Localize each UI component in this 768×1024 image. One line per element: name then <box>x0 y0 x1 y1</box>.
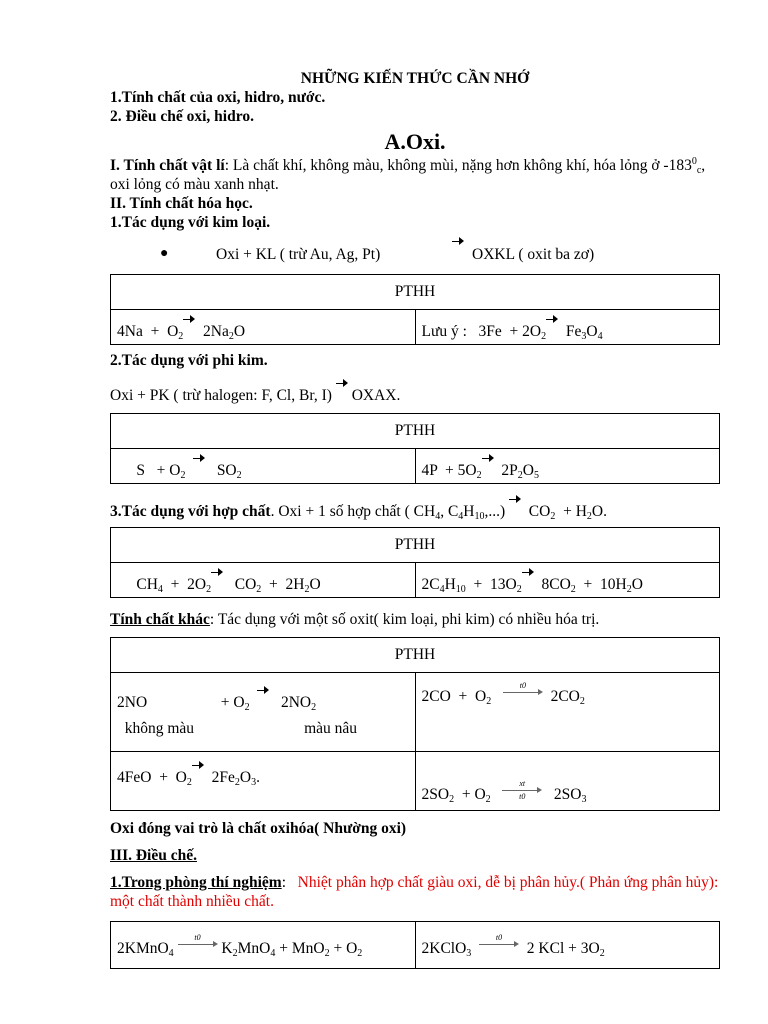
equation-no: 2NO + $O_2$ $2NO_2$ không màu màu nâu <box>111 673 416 752</box>
metal-rule <box>110 232 720 268</box>
chemical-title: II. Tính chất hóa học. <box>110 195 253 212</box>
arrow-icon <box>509 494 521 506</box>
physical-text-b: , oxi lỏng có màu xanh nhạt. <box>110 157 706 193</box>
no2-color-label: màu nâu <box>304 720 358 737</box>
table-header: PTHH <box>111 528 720 563</box>
arrow-icon <box>336 378 348 390</box>
compound-reaction-table <box>110 527 720 598</box>
equation-co: $2CO + O_2$ t0 $2CO_2$ <box>415 673 720 752</box>
table-header: PTHH <box>111 275 720 310</box>
compound-text: . Oxi + 1 số hợp chất ( CH <box>270 503 436 520</box>
lab-label: 1.Trong phòng thí nghiệm <box>110 874 282 891</box>
equation-feo: $4FeO + O_2$ $2Fe_2O_3$. <box>111 752 416 811</box>
nonmetal-rule <box>110 378 720 405</box>
metal-title: 1.Tác dụng với kim loại. <box>110 214 271 231</box>
equation-ch4: $CH_4 + 2O_2$ $CO_2 + 2H_2O$ <box>111 563 416 598</box>
nonmetal-rule-left: Oxi + PK ( trừ halogen: F, Cl, Br, I) <box>110 387 332 404</box>
arrow-icon <box>192 760 204 772</box>
physical-text-a: : Là chất khí, không màu, không mùi, nặng hơn không khí, hóa lỏng ở -183 <box>224 157 692 174</box>
other-text: : Tác dụng với một số oxit( kim loại, phi kim) có nhiều hóa trị. <box>209 611 600 628</box>
prep-reaction-table <box>110 921 720 969</box>
document-heading: NHỮNG KIẾN THỨC CẦN NHỚ <box>300 70 530 87</box>
equation-kmno4: 2KMnO$_4$ t0 $K_2MnO_4 + MnO_2 + O_2$ <box>111 922 416 969</box>
lab-text: Nhiệt phân hợp chất giàu oxi, dễ bị phân hủy.( Phản ứng phân hủy): một chất thành nhiều chất. <box>110 874 719 910</box>
arrow-icon <box>522 567 534 579</box>
no-color-label: không màu <box>124 720 195 737</box>
equation-kclo3: 2KClO$_3$ t0 2 KCl + $3O_2$ <box>415 922 720 969</box>
nonmetal-title: 2.Tác dụng với phi kim. <box>110 352 268 369</box>
catalyst-arrow-icon: $\frac{xt}{t0}$ <box>502 779 542 801</box>
other-properties <box>110 610 720 629</box>
table-header: PTHH <box>111 414 720 449</box>
nonmetal-rule-right: OXAX. <box>351 387 401 404</box>
metal-rule-right: OXKL ( oxit ba zơ) <box>472 246 595 263</box>
compound-title: 3.Tác dụng với hợp chất <box>110 503 271 520</box>
equation-so2: $2SO_2 + O_2$ $\frac{xt}{t0}$ $2SO_3$ <box>415 752 720 811</box>
equation-s: $S + O_2$ $SO_2$ <box>111 449 416 484</box>
equation-na: $4Na + O_2$ $2Na_2O$ <box>111 310 416 345</box>
arrow-icon <box>546 314 558 326</box>
table-header: PTHH <box>111 638 720 673</box>
physical-properties <box>110 156 720 194</box>
metal-reaction-table <box>110 274 720 345</box>
other-reaction-table <box>110 637 720 811</box>
arrow-icon <box>482 453 494 465</box>
compound-rule: 3.Tác dụng với hợp chất. Oxi + 1 số hợp chất ( $CH_4$, $C_4H_{10}$,...) $CO_2 + H_2O$. <box>110 494 720 521</box>
metal-rule-left: Oxi + KL ( trừ Au, Ag, Pt) <box>216 246 381 263</box>
arrow-icon <box>452 236 464 248</box>
equation-p: $4P + 5O_2$ $2P_2O_5$ <box>415 449 720 484</box>
nonmetal-reaction-table <box>110 413 720 484</box>
lab-prep <box>110 873 720 911</box>
physical-sup: 0 <box>691 155 697 167</box>
arrow-icon <box>193 453 205 465</box>
arrow-icon <box>257 685 269 697</box>
equation-c4h10: $2C_4H_{10} + 13O_2$ $8CO_2 + 10H_2O$ <box>415 563 720 598</box>
heat-arrow-icon: t0 <box>178 933 218 955</box>
arrow-icon <box>211 567 223 579</box>
arrow-icon <box>183 314 195 326</box>
topic-1: 1.Tính chất của oxi, hidro, nước. <box>110 89 326 106</box>
document-page <box>110 66 720 969</box>
physical-label: I. Tính chất vật lí <box>110 157 225 174</box>
heat-arrow-icon: t0 <box>503 681 543 703</box>
heat-arrow-icon: t0 <box>479 933 519 955</box>
physical-sub: c <box>696 165 702 176</box>
lab-colon: : <box>281 874 287 891</box>
other-title: Tính chất khác <box>110 611 210 628</box>
topic-2: 2. Điều chế oxi, hidro. <box>110 108 254 125</box>
equation-fe: Lưu ý : $3Fe + 2O_2$ $Fe_3O_4$ <box>415 310 720 345</box>
prep-title: III. Điều chế. <box>110 847 197 864</box>
bullet-icon: ● <box>160 246 169 261</box>
section-title: A.Oxi. <box>384 129 446 154</box>
oxidizer-note: Oxi đóng vai trò là chất oxihóa( Nhường oxi) <box>110 820 407 837</box>
